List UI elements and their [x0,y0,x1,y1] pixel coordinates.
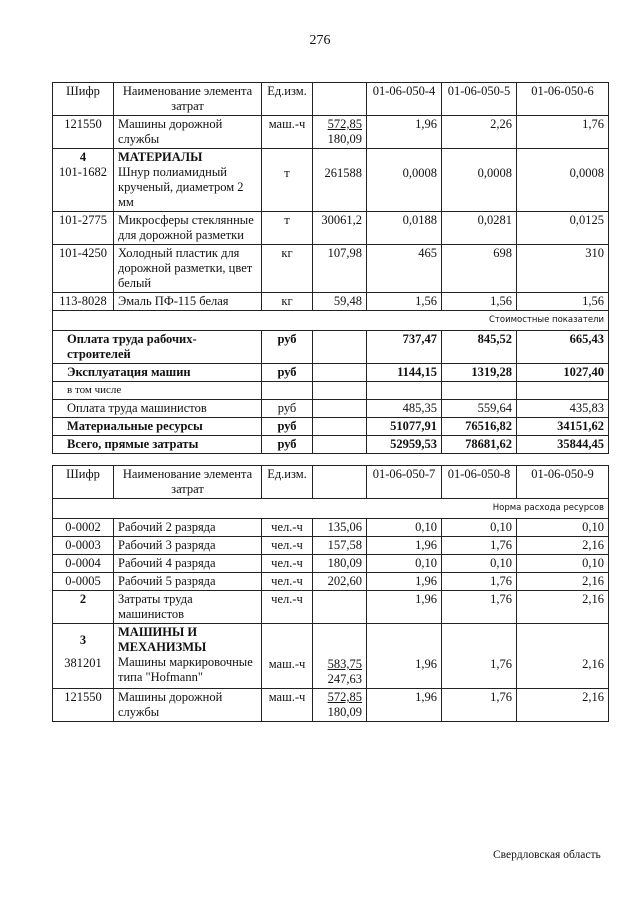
row-v2: 1,56 [442,293,517,311]
row-price: 180,09 [313,555,367,573]
norm-label-row [53,499,609,519]
code-text: 101-1682 [59,165,107,179]
header-col1: 01-06-050-4 [367,83,442,116]
header-price [313,466,367,499]
norm-label: Норма расхода ресурсов [53,499,609,519]
row-v3: 2,16 [517,537,609,555]
table-row [53,212,609,245]
header-price [313,83,367,116]
header-name: Наименование элемента затрат [114,466,262,499]
table-row [53,116,609,149]
row-v1: 0,10 [367,519,442,537]
table-row [53,555,609,573]
row-code: 0-0002 [53,519,114,537]
row-price: 135,06 [313,519,367,537]
row-v1: 1,96 [367,689,442,722]
row-code: 0-0004 [53,555,114,573]
row-code: 121550 [53,116,114,149]
row-name: Рабочий 2 разряда [114,519,262,537]
table-row [53,689,609,722]
summary-v3: 1027,40 [517,364,609,382]
row-v3: 1,56 [517,293,609,311]
summary-label: Эксплуатация машин [53,364,262,382]
table-row [53,149,609,212]
header-code: Шифр [53,466,114,499]
row-v2: 1,76 [442,624,517,689]
price-bottom: 180,09 [327,132,362,146]
row-code: 0-0003 [53,537,114,555]
summary-v3: 35844,45 [517,436,609,454]
row-code [53,149,114,212]
row-v2: 1,76 [442,689,517,722]
summary-v3: 665,43 [517,331,609,364]
row-unit: маш.-ч [262,624,313,689]
row-unit: чел.-ч [262,555,313,573]
row-price [313,624,367,689]
row-v2: 1,76 [442,591,517,624]
table-row [53,293,609,311]
row-v2: 698 [442,245,517,293]
resource-table-1 [52,82,609,454]
table-row [53,245,609,293]
summary-v1: 737,47 [367,331,442,364]
cost-indicators-label: Стоимостные показатели [53,311,609,331]
row-price [313,591,367,624]
resource-table-2 [52,465,609,722]
summary-v2: 559,64 [442,400,517,418]
summary-label: Материальные ресурсы [53,418,262,436]
summary-v2: 1319,28 [442,364,517,382]
row-unit: т [262,212,313,245]
summary-row [53,400,609,418]
row-name: Затраты труда машинистов [114,591,262,624]
row-unit: кг [262,245,313,293]
row-unit: чел.-ч [262,519,313,537]
row-code: 0-0005 [53,573,114,591]
header-unit: Ед.изм. [262,83,313,116]
summary-unit: руб [262,436,313,454]
row-v3: 0,10 [517,519,609,537]
row-v3: 2,16 [517,591,609,624]
summary-unit: руб [262,331,313,364]
row-v1: 0,0008 [367,149,442,212]
row-v3: 1,76 [517,116,609,149]
summary-row [53,331,609,364]
section-number: 4 [79,150,87,164]
row-v1: 0,10 [367,555,442,573]
row-price [313,116,367,149]
table-row [53,519,609,537]
summary-v1: 1144,15 [367,364,442,382]
row-v3: 0,0125 [517,212,609,245]
section-title: МАШИНЫ И МЕХАНИЗМЫ [118,625,207,654]
row-unit: чел.-ч [262,573,313,591]
row-price: 30061,2 [313,212,367,245]
name-text: Шнур полиамидный крученый, диаметром 2 мм [118,165,244,209]
row-unit: чел.-ч [262,591,313,624]
summary-label: Оплата труда машинистов [53,400,262,418]
row-unit: кг [262,293,313,311]
price-top: 572,85 [327,690,362,704]
row-name: Рабочий 5 разряда [114,573,262,591]
price-bottom: 247,63 [327,672,362,686]
row-v1: 1,56 [367,293,442,311]
row-name [114,149,262,212]
summary-row [53,364,609,382]
summary-row [53,382,609,400]
row-price: 157,58 [313,537,367,555]
row-name: Машины дорожной службы [114,689,262,722]
row-unit: маш.-ч [262,689,313,722]
summary-label: в том числе [53,382,262,400]
summary-unit: руб [262,400,313,418]
row-name: Эмаль ПФ-115 белая [114,293,262,311]
summary-unit: руб [262,364,313,382]
row-code: 121550 [53,689,114,722]
row-v2: 0,10 [442,519,517,537]
row-code: 2 [53,591,114,624]
row-v1: 1,96 [367,537,442,555]
row-name: Машины дорожной службы [114,116,262,149]
row-v3: 0,0008 [517,149,609,212]
table-header-row [53,466,609,499]
summary-unit: руб [262,418,313,436]
summary-row [53,436,609,454]
row-code: 113-8028 [53,293,114,311]
row-v2: 1,76 [442,537,517,555]
row-v1: 1,96 [367,573,442,591]
summary-v1: 485,35 [367,400,442,418]
row-name: Рабочий 3 разряда [114,537,262,555]
section-title: МАТЕРИАЛЫ [118,150,203,164]
row-price: 202,60 [313,573,367,591]
row-v3: 2,16 [517,689,609,722]
row-v2: 0,0281 [442,212,517,245]
row-code: 101-4250 [53,245,114,293]
row-v1: 465 [367,245,442,293]
summary-row [53,418,609,436]
row-price [313,689,367,722]
price-bottom: 180,09 [327,705,362,719]
row-code: 101-2775 [53,212,114,245]
row-price: 261588 [313,149,367,212]
table-row [53,624,609,689]
row-unit: т [262,149,313,212]
header-col2: 01-06-050-5 [442,83,517,116]
table-header-row [53,83,609,116]
row-v2: 0,0008 [442,149,517,212]
header-col1: 01-06-050-7 [367,466,442,499]
header-name: Наименование элемента затрат [114,83,262,116]
row-v3: 310 [517,245,609,293]
footer-region: Свердловская область [493,849,601,861]
name-text: Машины маркировочные типа "Hofmann" [118,655,253,684]
header-code: Шифр [53,83,114,116]
summary-v1: 52959,53 [367,436,442,454]
summary-v2: 845,52 [442,331,517,364]
row-v1: 1,96 [367,624,442,689]
row-price: 59,48 [313,293,367,311]
summary-v2: 76516,82 [442,418,517,436]
page-number: 276 [309,33,331,48]
header-col2: 01-06-050-8 [442,466,517,499]
row-name: Микросферы стеклянные для дорожной разметки [114,212,262,245]
summary-v2: 78681,62 [442,436,517,454]
row-unit: маш.-ч [262,116,313,149]
row-v3: 0,10 [517,555,609,573]
row-code [53,624,114,689]
row-v1: 0,0188 [367,212,442,245]
header-unit: Ед.изм. [262,466,313,499]
row-v2: 0,10 [442,555,517,573]
code-text: 381201 [64,656,102,670]
cost-indicators-row [53,311,609,331]
price-top: 583,75 [327,657,362,671]
table-row [53,537,609,555]
summary-label: Всего, прямые затраты [53,436,262,454]
header-col3: 01-06-050-9 [517,466,609,499]
price-top: 572,85 [327,117,362,131]
row-unit: чел.-ч [262,537,313,555]
header-col3: 01-06-050-6 [517,83,609,116]
row-name [114,624,262,689]
summary-label: Оплата труда рабочих-строителей [53,331,262,364]
row-v3: 2,16 [517,573,609,591]
row-name: Рабочий 4 разряда [114,555,262,573]
row-v3: 2,16 [517,624,609,689]
row-v2: 1,76 [442,573,517,591]
table-row [53,573,609,591]
section-number: 3 [79,633,87,647]
row-price: 107,98 [313,245,367,293]
table-row [53,591,609,624]
summary-v3: 435,83 [517,400,609,418]
row-v1: 1,96 [367,116,442,149]
summary-v3: 34151,62 [517,418,609,436]
summary-v1: 51077,91 [367,418,442,436]
row-name: Холодный пластик для дорожной разметки, цвет белый [114,245,262,293]
row-v1: 1,96 [367,591,442,624]
row-v2: 2,26 [442,116,517,149]
